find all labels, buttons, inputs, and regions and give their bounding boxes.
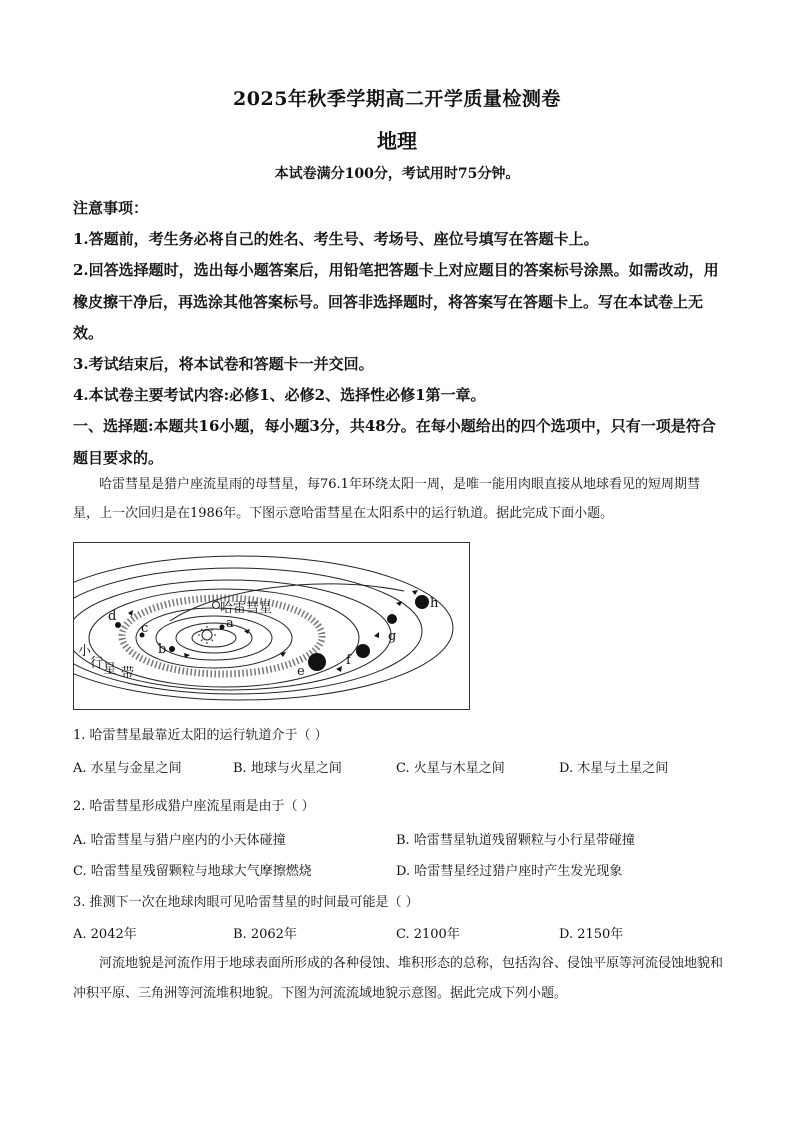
q3-option-a: A. 2042年 <box>73 927 137 942</box>
orbit-svg <box>74 543 469 709</box>
q2-option-a: A. 哈雷彗星与猎户座内的小天体碰撞 <box>73 833 286 848</box>
q2-option-b: B. 哈雷彗星轨道残留颗粒与小行星带碰撞 <box>396 833 635 848</box>
question-2-stem: 2. 哈雷彗星形成猎户座流星雨是由于（ ） <box>73 799 315 814</box>
notes-heading: 注意事项： <box>73 199 149 217</box>
note-item-2: 2.回答选择题时，选出每小题答案后，用铅笔把答题卡上对应题目的答案标号涂黑。如需改动，用橡皮擦干净后，再选涂其他答案标号。回答非选择题时，将答案写在答题卡上。写在本试卷上无效。 <box>73 261 719 342</box>
planet-a <box>220 625 225 630</box>
belt-char-4: 带 <box>121 666 135 681</box>
q1-option-d: D. 木星与土星之间 <box>559 761 669 776</box>
planet-f <box>356 644 370 658</box>
question-1-stem: 1. 哈雷彗星最靠近太阳的运行轨道介于（ ） <box>73 728 328 743</box>
subject-title: 地理 <box>377 129 417 153</box>
planet-e <box>308 653 326 671</box>
notes-block <box>73 193 723 474</box>
planet-h <box>415 595 429 609</box>
belt-char-2: 行 <box>90 656 104 671</box>
q3-option-d: D. 2150年 <box>559 927 624 942</box>
orbit-d <box>136 608 292 668</box>
section-heading: 一、选择题:本题共16小题，每小题3分，共48分。在每小题给出的四个选项中，只有一项是符合题目要求的。 <box>73 417 716 467</box>
halley-comet-marker <box>213 602 220 609</box>
planet-g <box>387 614 397 624</box>
orbit-b <box>176 623 252 653</box>
belt-char-3: 星 <box>103 662 117 677</box>
comet-label: 哈雷彗星 <box>220 601 273 616</box>
exam-info: 本试卷满分100分，考试用时75分钟。 <box>274 166 520 182</box>
exam-title: 2025年秋季学期高二开学质量检测卷 <box>233 88 561 110</box>
belt-char-1: 小 <box>78 644 92 659</box>
planet-b <box>169 646 175 652</box>
label-f: f <box>346 653 351 668</box>
passage-halley: 哈雷彗星是猎户座流星雨的母彗星，每76.1年环绕太阳一周，是唯一能用肉眼直接从地球看见的短周期彗星，上一次回归是在1986年。下图示意哈雷彗星在太阳系中的运行轨道。据此完成下面小题。 <box>73 477 700 521</box>
label-h: h <box>430 596 439 611</box>
q3-option-b: B. 2062年 <box>233 927 297 942</box>
note-item-1: 1.答题前，考生务必将自己的姓名、考生号、考场号、座位号填写在答题卡上。 <box>73 230 599 249</box>
label-b: b <box>158 642 167 657</box>
q3-option-c: C. 2100年 <box>396 927 460 942</box>
label-a: a <box>226 616 234 631</box>
label-g: g <box>388 629 397 644</box>
q1-option-c: C. 火星与木星之间 <box>396 761 505 776</box>
solar-system-diagram <box>73 542 470 710</box>
passage-river: 河流地貌是河流作用于地球表面所形成的各种侵蚀、堆积形态的总称，包括沟谷、侵蚀平原等河流侵蚀地貌和冲积平原、三角洲等河流堆积地貌。下图为河流流域地貌示意图。据此完成下列小题。 <box>73 956 724 1001</box>
label-d: d <box>108 609 117 624</box>
question-3-stem: 3. 推测下一次在地球肉眼可见哈雷彗星的时间最可能是（ ） <box>73 895 419 910</box>
q2-option-c: C. 哈雷彗星残留颗粒与地球大气摩擦燃烧 <box>73 864 312 879</box>
note-item-3: 3.考试结束后，将本试卷和答题卡一并交回。 <box>73 355 374 374</box>
q2-option-d: D. 哈雷彗星经过猎户座时产生发光现象 <box>396 864 623 879</box>
label-e: e <box>297 664 305 679</box>
label-c: c <box>141 621 149 636</box>
q1-option-a: A. 水星与金星之间 <box>73 761 182 776</box>
orbit-a <box>192 629 236 647</box>
note-item-4: 4.本试卷主要考试内容:必修1、必修2、选择性必修1第一章。 <box>73 386 486 405</box>
q1-option-b: B. 地球与火星之间 <box>233 761 342 776</box>
